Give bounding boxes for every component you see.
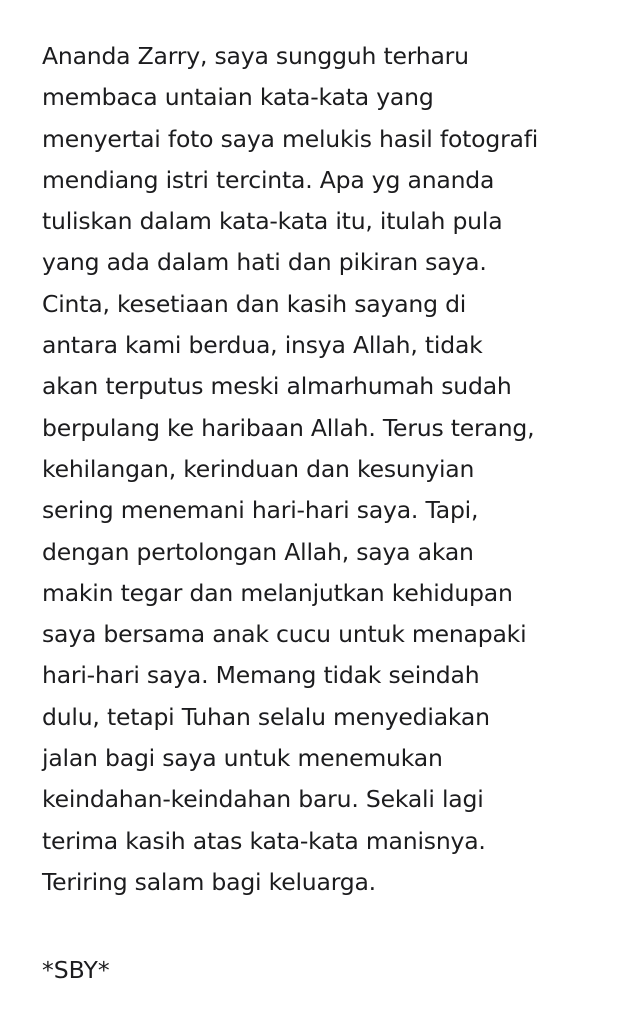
note-line: dulu, tetapi Tuhan selalu menyediakan (42, 702, 490, 731)
note-line: dengan pertolongan Allah, saya akan (42, 537, 474, 566)
note-line: sering menemani hari-hari saya. Tapi, (42, 496, 479, 525)
note-line: saya bersama anak cucu untuk menapaki (42, 620, 527, 649)
note-line: Ananda Zarry, saya sungguh terharu (42, 42, 469, 70)
note-line: Teriring salam bagi keluarga. (42, 867, 376, 896)
note-line: antara kami berdua, insya Allah, tidak (42, 331, 483, 360)
note-line: kehilangan, kerinduan dan kesunyian (42, 454, 475, 483)
note-line: keindahan-keindahan baru. Sekali lagi (42, 785, 484, 814)
note-line: tuliskan dalam kata-kata itu, itulah pula (42, 207, 503, 236)
signature: *SBY* (42, 956, 110, 984)
note-line: terima kasih atas kata-kata manisnya. (42, 826, 486, 855)
note-line: yang ada dalam hati dan pikiran saya. (42, 248, 487, 277)
note-line: menyertai foto saya melukis hasil fotografi (42, 124, 539, 153)
note-line: mendiang istri tercinta. Apa yg ananda (42, 165, 495, 194)
note-line: Cinta, kesetiaan dan kasih sayang di (42, 289, 467, 318)
note-line: makin tegar dan melanjutkan kehidupan (42, 578, 513, 607)
note-line: berpulang ke haribaan Allah. Terus terang, (42, 413, 535, 442)
note-line: hari-hari saya. Memang tidak seindah (42, 661, 480, 690)
note-line: membaca untaian kata-kata yang (42, 83, 434, 112)
note-body (42, 36, 632, 903)
note-line: akan terputus meski almarhumah sudah (42, 372, 512, 401)
note-line: jalan bagi saya untuk menemukan (42, 744, 443, 773)
